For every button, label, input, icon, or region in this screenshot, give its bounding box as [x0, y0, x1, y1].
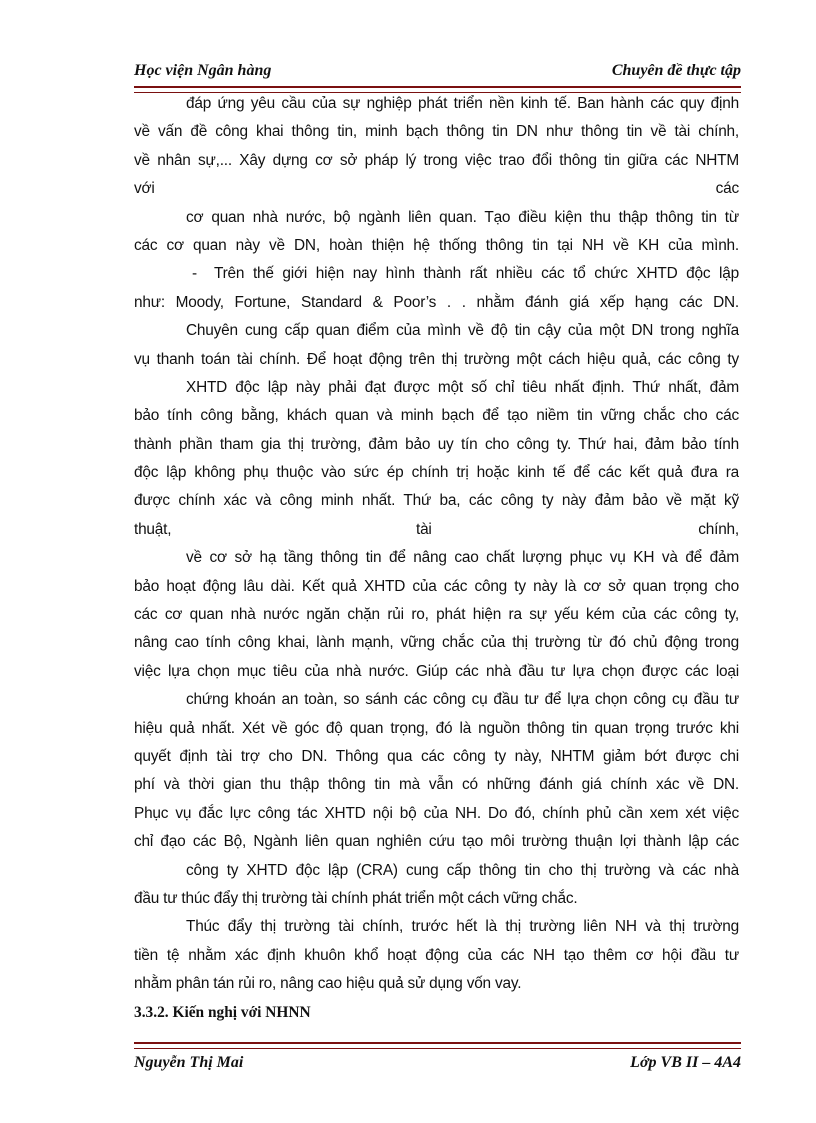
text-line: bảo hoạt động lâu dài. Kết quả XHTD của các công ty này là cơ sở quan trọng cho — [134, 577, 739, 595]
page-footer — [134, 1042, 741, 1072]
text-line: về vấn đề công khai thông tin, minh bạch thông tin DN như thông tin về tài chính, — [134, 123, 739, 141]
text-line: việc lựa chọn mục tiêu của nhà nước. Giúp các nhà đầu tư lựa chọn được các loại — [134, 662, 739, 680]
text-line: XHTD độc lập này phải đạt được một số chỉ tiêu nhất định. Thứ nhất, đảm — [186, 378, 739, 396]
text-line: bảo tính công bằng, khách quan và minh bạch để tạo niềm tin vững chắc cho các — [134, 407, 739, 425]
section-heading: 3.3.2. Kiến nghị với NHNN — [134, 1003, 311, 1021]
text-word: thuật, — [134, 520, 172, 538]
text-word: các — [715, 180, 739, 198]
text-line: hiệu quả nhất. Xét về góc độ quan trọng, đó là nguồn thông tin quan trọng trước khi — [134, 719, 739, 737]
text-line: Thúc đẩy thị trường tài chính, trước hết là thị trường liên NH và thị trường — [186, 918, 739, 936]
footer-rule — [134, 1042, 741, 1049]
text-line: như: Moody, Fortune, Standard & Poor’s . . nhằm đánh giá xếp hạng các DN. — [134, 293, 739, 311]
text-line: các cơ quan này về DN, hoàn thiện hệ thống thông tin tại NH về KH của mình. — [134, 236, 739, 254]
text-line: Chuyên cung cấp quan điểm của mình về độ tin cậy của một DN trong nghĩa — [186, 322, 739, 340]
text-line — [134, 516, 739, 544]
text-word: tài — [416, 520, 432, 538]
text-line — [134, 175, 739, 203]
footer-author: Nguyễn Thị Mai — [134, 1054, 244, 1071]
list-item — [134, 260, 739, 288]
page-header — [134, 58, 741, 88]
text-line: cơ quan nhà nước, bộ ngành liên quan. Tạo điều kiện thu thập thông tin từ — [186, 208, 739, 226]
header-institution: Học viện Ngân hàng — [134, 62, 272, 79]
text-line: về nhân sự,... Xây dựng cơ sở pháp lý trong việc trao đổi thông tin giữa các NHTM — [134, 151, 739, 169]
text-word: với — [134, 180, 155, 198]
text-line: chỉ đạo các Bộ, Ngành liên quan nghiên cứu tạo môi trường thuận lợi thành lập các — [134, 833, 739, 851]
text-word: chính, — [698, 520, 739, 538]
footer-class: Lớp VB II – 4A4 — [630, 1054, 741, 1071]
text-line: Phục vụ đắc lực công tác XHTD nội bộ của NH. Do đó, chính phủ cần xem xét việc — [134, 804, 739, 822]
text-line: tiền tệ nhằm xác định khuôn khổ hoạt động của các NH tạo thêm cơ hội đầu tư — [134, 946, 739, 964]
text-line: đáp ứng yêu cầu của sự nghiệp phát triển nền kinh tế. Ban hành các quy định — [186, 95, 739, 112]
text-line: được chính xác và công minh nhất. Thứ ba, các công ty này đảm bảo về mặt kỹ — [134, 492, 739, 510]
list-item-text: Trên thế giới hiện nay hình thành rất nhiều các tổ chức XHTD độc lập — [214, 265, 739, 283]
header-document-type: Chuyên đề thực tập — [611, 62, 741, 79]
text-line: các cơ quan nhà nước ngăn chặn rủi ro, phát hiện ra sự yếu kém của các công ty, — [134, 606, 739, 624]
text-line: nhằm phân tán rủi ro, nâng cao hiệu quả sử dụng vốn vay. — [134, 975, 522, 993]
text-line: đầu tư thúc đẩy thị trường tài chính phát triển một cách vững chắc. — [134, 889, 578, 907]
body-text — [134, 90, 739, 1027]
text-line: thành phần tham gia thị trường, đảm bảo uy tín cho công ty. Thứ hai, đảm bảo tính — [134, 435, 739, 453]
text-line: nâng cao tính công khai, lành mạnh, vững chắc của thị trường từ đó chủ động trong — [134, 634, 739, 652]
text-line: công ty XHTD độc lập (CRA) cung cấp thông tin cho thị trường và các nhà — [186, 861, 739, 879]
list-bullet: - — [192, 265, 197, 283]
text-line: độc lập không phụ thuộc vào sức ép chính trị hoặc kinh tế để các kết quả đưa ra — [134, 464, 739, 482]
text-line: chứng khoán an toàn, so sánh các công cụ đầu tư để lựa chọn công cụ đầu tư — [186, 691, 739, 709]
text-line: phí và thời gian thu thập thông tin mà vẫn có những đánh giá chính xác về DN. — [134, 776, 739, 794]
text-line: quyết định tài trợ cho DN. Thông qua các công ty này, NHTM giảm bớt được chi — [134, 747, 739, 765]
text-line: về cơ sở hạ tầng thông tin để nâng cao chất lượng phục vụ KH và để đảm — [186, 549, 739, 567]
text-line: vụ thanh toán tài chính. Để hoạt động trên thị trường một cách hiệu quả, các công ty — [134, 350, 739, 368]
